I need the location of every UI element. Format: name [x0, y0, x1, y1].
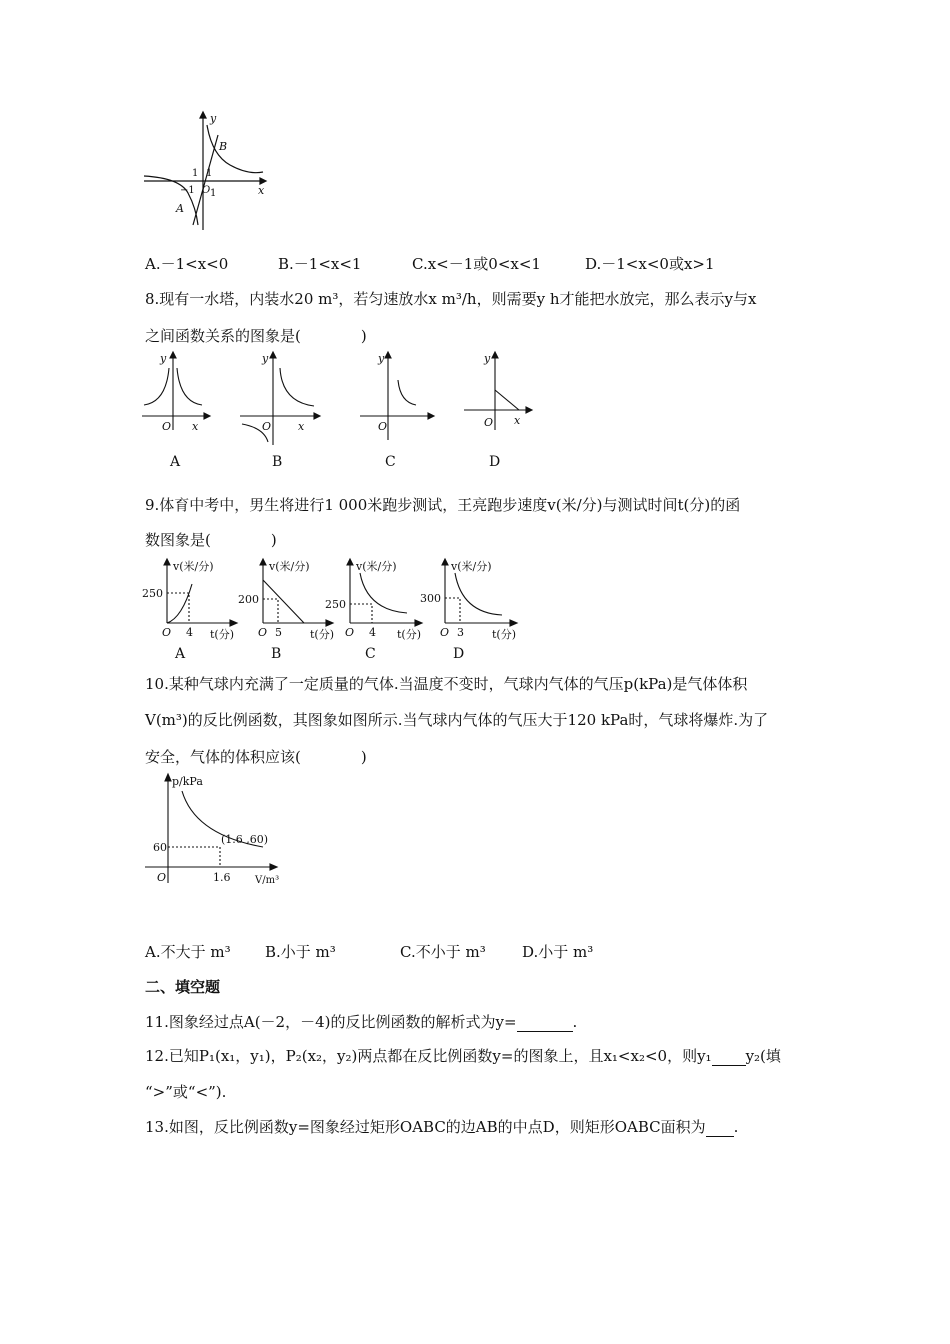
- x-axis-label: x: [258, 184, 265, 197]
- x-value-label: 4: [369, 626, 376, 639]
- q7-option-c[interactable]: C.x<－1或0<x<1: [412, 255, 541, 273]
- x-axis-label: x: [298, 420, 305, 433]
- q10-graph: [145, 773, 285, 888]
- q11-question: 11.图象经过点A(－2，－4)的反比例函数的解析式为y=: [145, 1013, 517, 1031]
- q13-question: 13.如图，反比例函数y=图象经过矩形OABC的边AB的中点D，则矩形OABC面积为: [145, 1118, 706, 1136]
- option-label: B: [272, 454, 283, 470]
- y-axis-label: v(米/分): [356, 560, 397, 573]
- x-axis-label: t(分): [397, 628, 422, 641]
- q11-end: .: [572, 1013, 578, 1031]
- x-axis-label: x: [192, 420, 199, 433]
- tick-label: −1: [180, 185, 195, 196]
- origin-label: O: [258, 626, 268, 639]
- q11-answer-blank[interactable]: [517, 1013, 573, 1032]
- q7-option-d[interactable]: D.－1<x<0或x>1: [585, 255, 715, 273]
- x-value-label: 4: [186, 626, 193, 639]
- x-value-label: 5: [275, 626, 282, 639]
- tick-label: 1: [210, 188, 217, 199]
- q7-option-a[interactable]: A.－1<x<0: [145, 255, 229, 273]
- q8-graph-c: [358, 350, 438, 470]
- q9-graph-d: [420, 558, 520, 663]
- q10-text-line3: 安全，气体的体积应该( ): [145, 748, 367, 766]
- origin-label: O: [262, 420, 272, 433]
- y-axis-label: y: [262, 352, 269, 365]
- q10-option-d[interactable]: D.小于 m³: [522, 943, 594, 961]
- section-heading: 二、填空题: [145, 978, 221, 996]
- x-value-label: 3: [457, 626, 464, 639]
- origin-label: O: [162, 420, 172, 433]
- q8-graph-b: [238, 350, 323, 470]
- q9-graph-b: [238, 558, 338, 663]
- option-label: D: [489, 454, 501, 470]
- q8-text-line2: 之间函数关系的图象是( ): [145, 327, 367, 345]
- q13-end: .: [733, 1118, 739, 1136]
- option-label: C: [365, 646, 376, 662]
- x-axis-label: t(分): [210, 628, 235, 641]
- y-axis-label: y: [484, 352, 491, 365]
- origin-label: O: [378, 420, 388, 433]
- x-axis-label: x: [514, 414, 521, 427]
- point-a-label: A: [176, 202, 184, 215]
- y-axis-label: y: [378, 352, 385, 365]
- point-label: (1.6 ,60): [221, 833, 269, 846]
- y-axis-label: y: [210, 112, 217, 125]
- q10-option-b[interactable]: B.小于 m³: [265, 943, 336, 961]
- q7-graph: [140, 110, 270, 235]
- q8-graph-d: [462, 350, 542, 470]
- point-b-label: B: [219, 140, 228, 153]
- y-axis-label: v(米/分): [173, 560, 214, 573]
- origin-label: O: [157, 871, 167, 884]
- q9-graph-a: [142, 558, 242, 663]
- y-axis-label: y: [160, 352, 167, 365]
- q8-graph-a: [140, 350, 215, 470]
- q12-text: [145, 1045, 781, 1066]
- option-label: D: [453, 646, 465, 662]
- origin-label: O: [345, 626, 355, 639]
- q9-text-line1: 9.体育中考中，男生将进行1 000米跑步测试，王亮跑步速度v(米/分)与测试时间t(分)的函: [145, 496, 741, 514]
- y-value-label: 300: [420, 592, 441, 605]
- origin-label: O: [484, 416, 494, 429]
- tick-label: 1: [206, 168, 213, 179]
- origin-label: O: [162, 626, 172, 639]
- q13-answer-blank[interactable]: [706, 1118, 734, 1137]
- y-axis-label: v(米/分): [269, 560, 310, 573]
- q12-text-line2: “>”或“<”).: [145, 1083, 227, 1101]
- y-value-label: 250: [142, 587, 163, 600]
- y-value-label: 200: [238, 593, 259, 606]
- q10-text-line2: V(m³)的反比例函数，其图象如图所示.当气球内气体的气压大于120 kPa时，气球将爆炸.为了: [145, 711, 769, 729]
- origin-label: O: [202, 185, 211, 196]
- origin-label: O: [440, 626, 450, 639]
- option-label: C: [385, 454, 396, 470]
- q12-question: 12.已知P₁(x₁，y₁)，P₂(x₂，y₂)两点都在反比例函数y=的图象上，且x₁<x₂<0，则y₁: [145, 1047, 712, 1065]
- q8-text-line1: 8.现有一水塔，内装水20 m³，若匀速放水x m³/h，则需要y h才能把水放完，那么表示y与x: [145, 290, 757, 308]
- y-value-label: 60: [153, 841, 167, 854]
- y-axis-label: v(米/分): [451, 560, 492, 573]
- q11-text: [145, 1011, 577, 1032]
- q9-graph-c: [325, 558, 425, 663]
- q12-question-cont: y₂(填: [745, 1047, 781, 1065]
- y-value-label: 250: [325, 598, 346, 611]
- x-axis-label: t(分): [492, 628, 517, 641]
- option-label: B: [271, 646, 282, 662]
- option-label: A: [170, 454, 181, 470]
- y-axis-label: p/kPa: [172, 775, 203, 788]
- q10-option-c[interactable]: C.不小于 m³: [400, 943, 486, 961]
- tick-label: 1: [192, 168, 199, 179]
- x-axis-label: V/m³: [255, 875, 280, 886]
- q12-answer-blank[interactable]: [712, 1047, 746, 1066]
- q9-text-line2: 数图象是( ): [145, 531, 277, 549]
- q10-text-line1: 10.某种气球内充满了一定质量的气体.当温度不变时，气球内气体的气压p(kPa)是气体体积: [145, 675, 748, 693]
- option-label: A: [175, 646, 186, 662]
- x-axis-label: t(分): [310, 628, 335, 641]
- q7-option-b[interactable]: B.－1<x<1: [278, 255, 362, 273]
- q13-text: [145, 1116, 738, 1137]
- q10-option-a[interactable]: A.不大于 m³: [145, 943, 231, 961]
- x-value-label: 1.6: [213, 871, 231, 884]
